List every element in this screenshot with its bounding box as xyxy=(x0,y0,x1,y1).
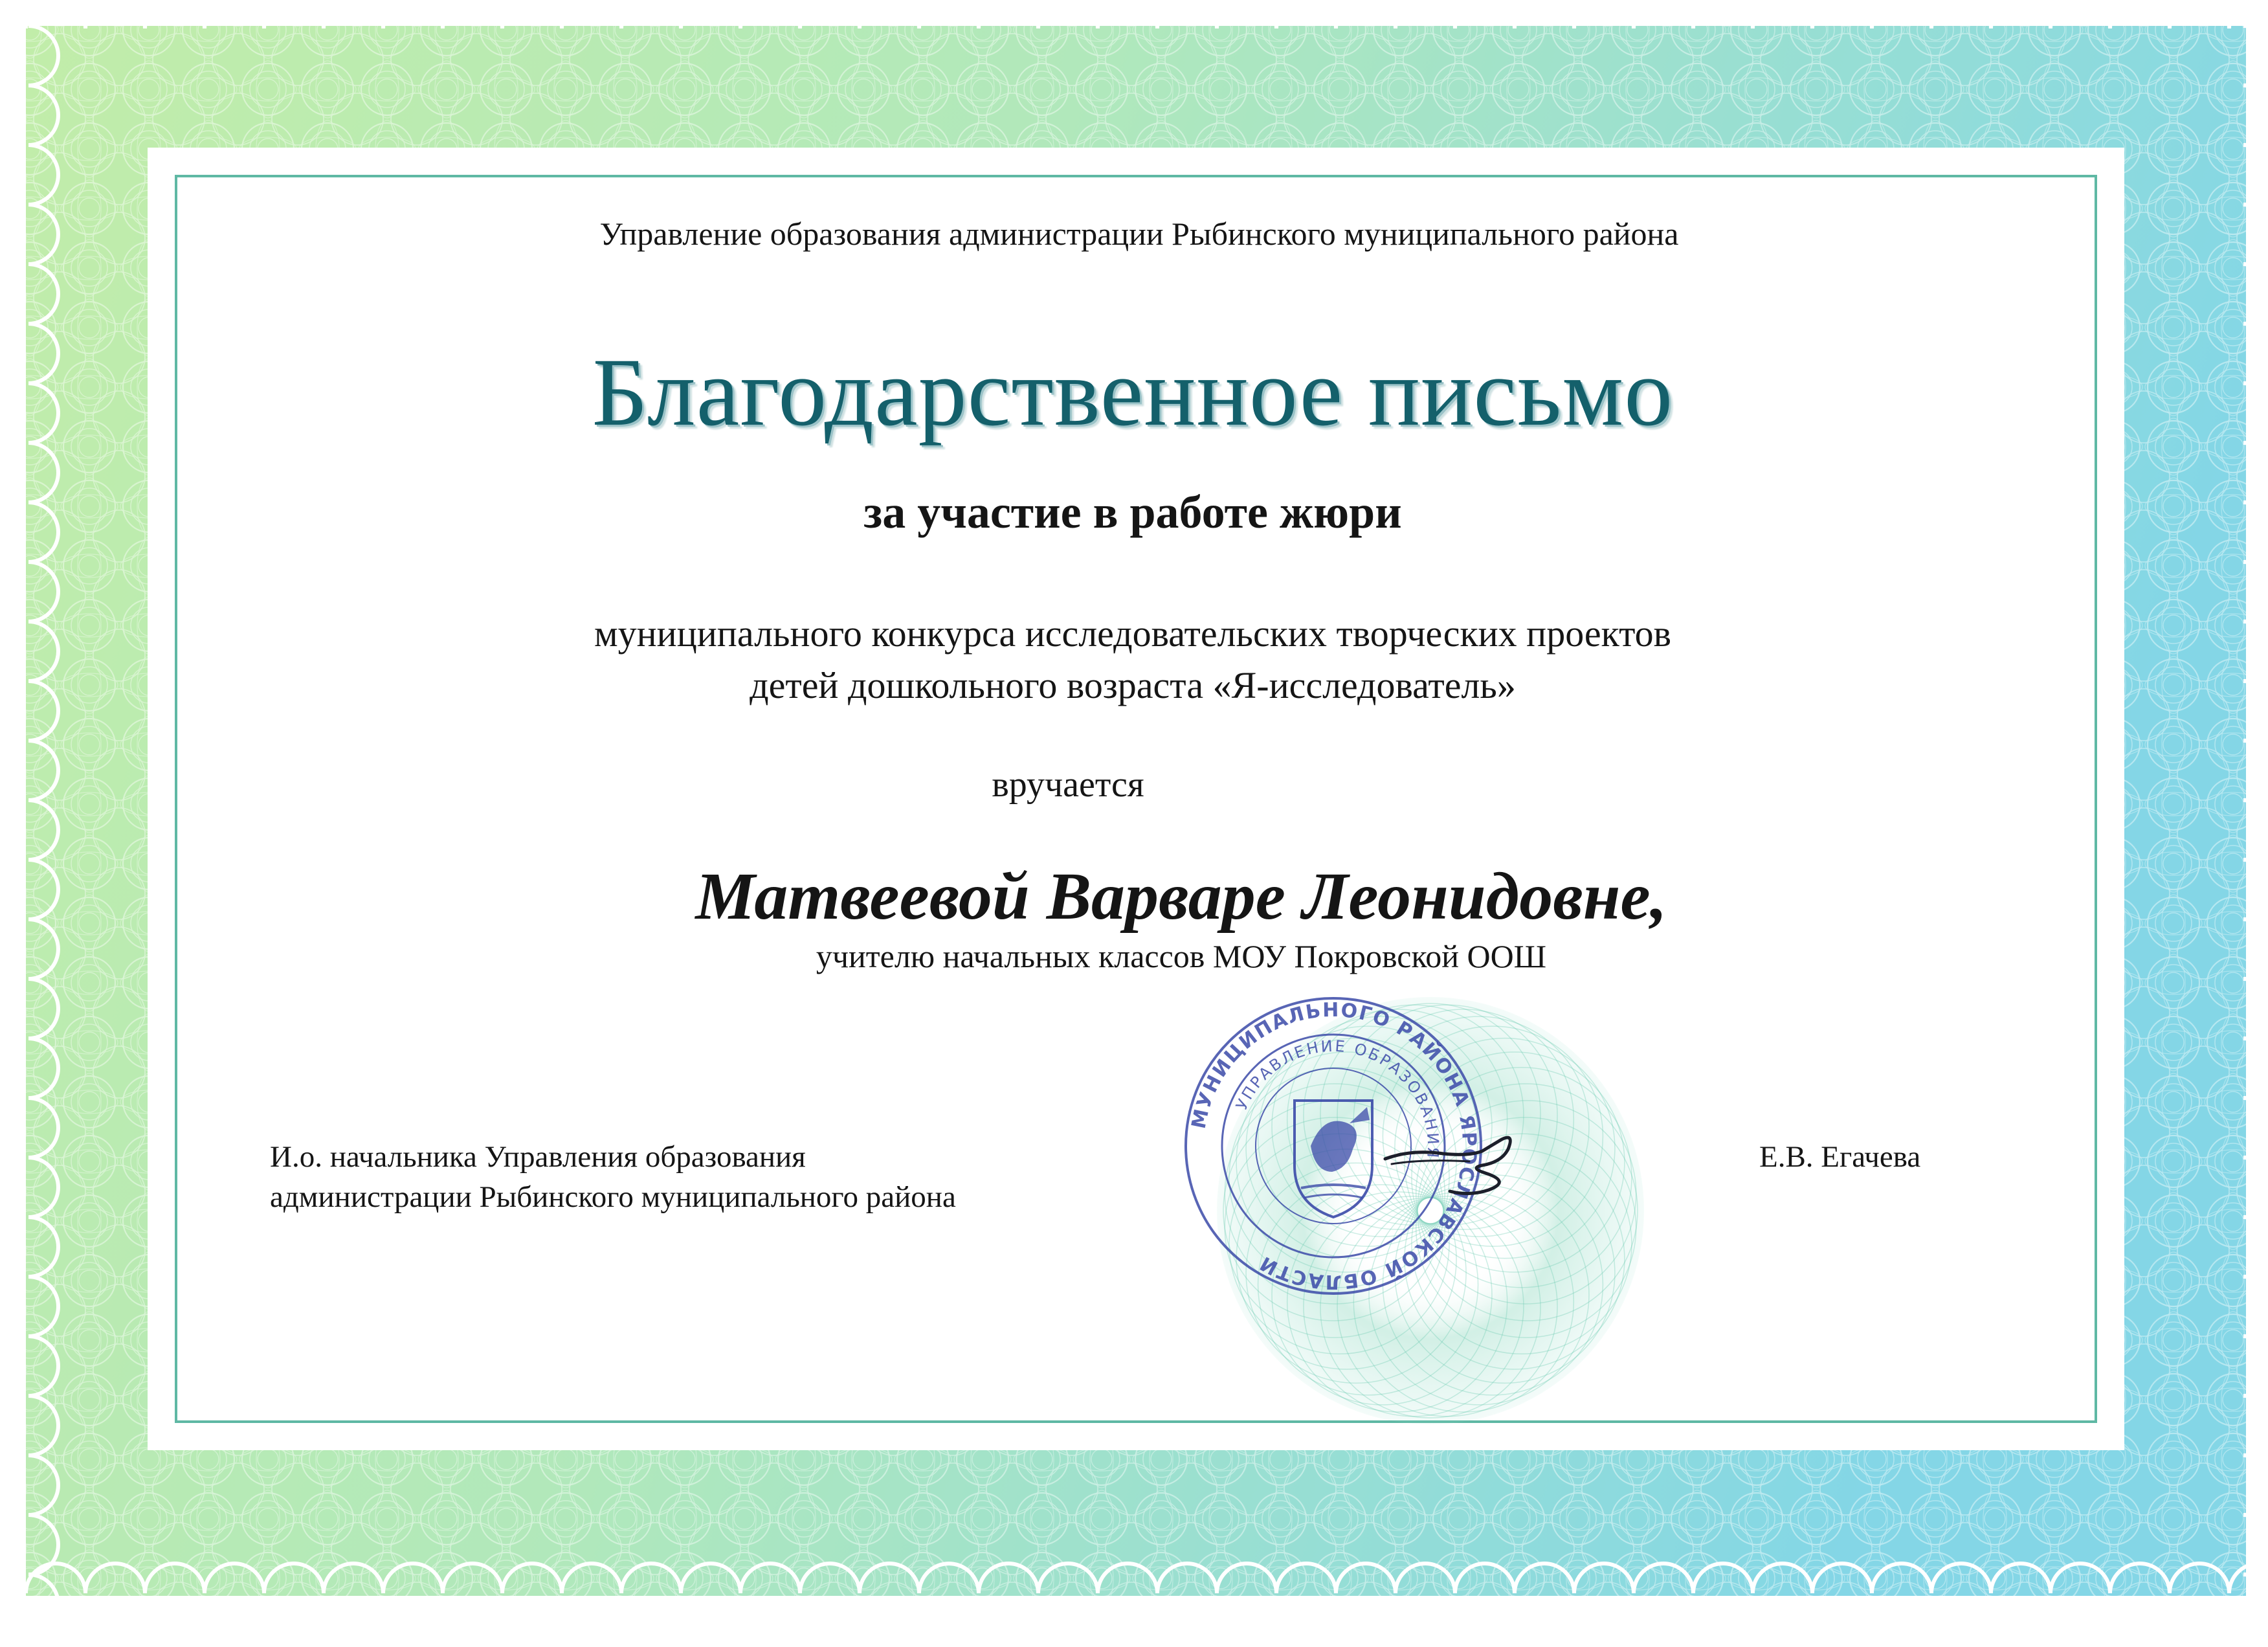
document-subtitle: за участие в работе жюри xyxy=(863,486,1402,538)
handwritten-signature-icon xyxy=(1372,1114,1553,1204)
signer-title-line-1: И.о. начальника Управления образования xyxy=(270,1140,806,1174)
awarded-label: вручается xyxy=(992,765,1144,805)
competition-line-2: детей дошкольного возраста «Я-исследователь» xyxy=(750,664,1516,706)
recipient-position: учителю начальных классов МОУ Покровской ООШ xyxy=(816,938,1547,974)
competition-line-1: муниципального конкурса исследовательских творческих проектов xyxy=(594,612,1672,655)
svg-text:УПРАВЛЕНИЕ ОБРАЗОВАНИЯ: УПРАВЛЕНИЕ ОБРАЗОВАНИЯ xyxy=(1232,1036,1443,1161)
signer-name: Е.В. Егачева xyxy=(1759,1140,1921,1174)
issuer-header: Управление образования администрации Рыбинского муниципального района xyxy=(599,216,1679,252)
signer-title-line-2: администрации Рыбинского муниципального района xyxy=(270,1180,956,1214)
svg-text:МУНИЦИПАЛЬНОГО РАЙОНА ЯРОСЛАВС: МУНИЦИПАЛЬНОГО РАЙОНА ЯРОСЛАВСКОЙ ОБЛАСТИ xyxy=(1187,998,1481,1294)
document-title: Благодарственное письмо xyxy=(592,339,1674,446)
recipient-name: Матвеевой Варваре Леонидовне, xyxy=(695,859,1667,934)
